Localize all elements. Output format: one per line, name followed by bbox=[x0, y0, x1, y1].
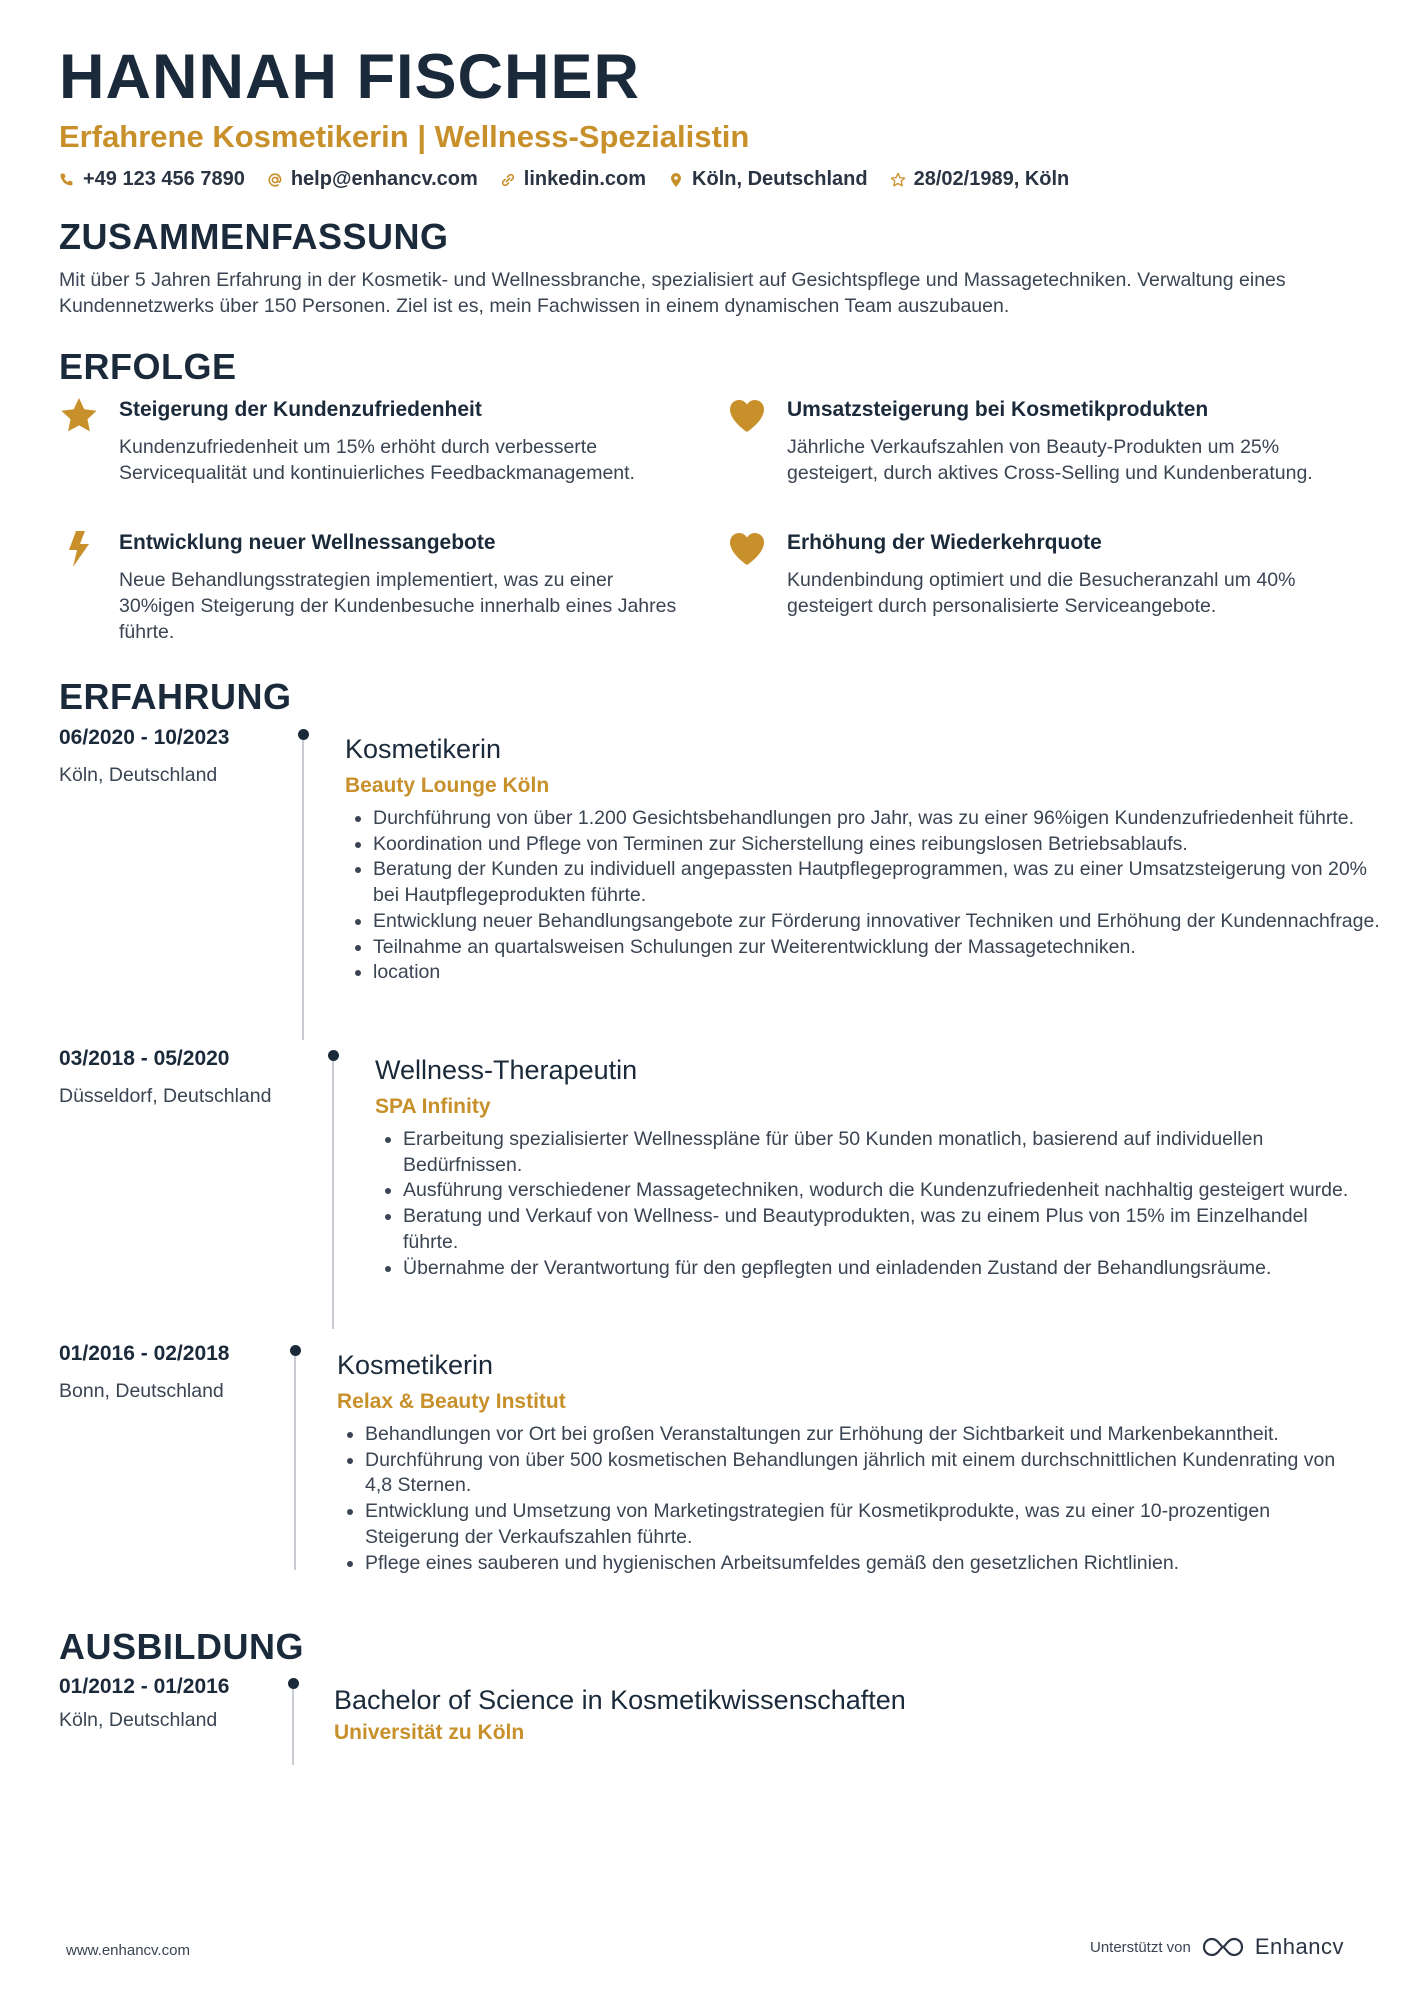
entry-company: Relax & Beauty Institut bbox=[337, 1390, 566, 1413]
entry-location: Köln, Deutschland bbox=[59, 764, 218, 786]
bullet-item: • Entwicklung und Umsetzung von Marketingstrategien für Kosmetikprodukte, was zu einer 10-prozentigen Steigerung der Verkaufszahlen führte. bbox=[365, 1499, 1365, 1550]
heart-icon bbox=[727, 529, 767, 569]
timeline-dot bbox=[288, 1678, 299, 1689]
enhancv-logo-icon bbox=[1201, 1935, 1245, 1959]
contact-location bbox=[668, 168, 868, 191]
entry-role: Kosmetikerin bbox=[345, 734, 502, 764]
achievement-title: Erhöhung der Wiederkehrquote bbox=[787, 531, 1102, 554]
achievement-text: Kundenzufriedenheit um 15% erhöht durch verbesserte Servicequalität und kontinuierliches Feedbackmanagement. bbox=[119, 436, 635, 484]
entry-date: 01/2012 - 01/2016 bbox=[59, 1675, 230, 1698]
achievement-title: Steigerung der Kundenzufriedenheit bbox=[119, 398, 482, 421]
entry-company: Beauty Lounge Köln bbox=[345, 774, 550, 797]
timeline-dot bbox=[328, 1050, 339, 1061]
achievement-text: Neue Behandlungsstrategien implementiert, was zu einer 30%igen Steigerung der Kundenbesuche innerhalb eines Jahres führte. bbox=[119, 569, 677, 643]
achievement-title: Umsatzsteigerung bei Kosmetikprodukten bbox=[787, 398, 1209, 421]
candidate-name: HANNAH FISCHER bbox=[59, 42, 640, 112]
timeline-dot bbox=[290, 1345, 301, 1356]
footer-branding bbox=[1090, 1934, 1344, 1960]
entry-bullets bbox=[345, 806, 1383, 986]
bullet-item: • Durchführung von über 1.200 Gesichtsbehandlungen pro Jahr, was zu einer 96%igen Kundenzufriedenheit führte. bbox=[373, 806, 1383, 832]
entry-degree: Bachelor of Science in Kosmetikwissenschaften bbox=[334, 1685, 906, 1715]
timeline-line bbox=[332, 1061, 334, 1329]
contact-bar bbox=[59, 168, 1069, 191]
entry-date: 06/2020 - 10/2023 bbox=[59, 726, 230, 749]
timeline-dot bbox=[298, 729, 309, 740]
education-heading: AUSBILDUNG bbox=[59, 1626, 304, 1667]
bullet-item: • Teilnahme an quartalsweisen Schulungen zur Weiterentwicklung der Massagetechniken. bbox=[373, 935, 1383, 961]
linkedin-text: linkedin.com bbox=[523, 168, 647, 190]
email-text: help@enhancv.com bbox=[290, 168, 478, 190]
bullet-item: • Ausführung verschiedener Massagetechniken, wodurch die Kundenzufriedenheit nachhaltig gesteigert wurde. bbox=[403, 1178, 1363, 1204]
entry-school: Universität zu Köln bbox=[334, 1721, 525, 1744]
summary-text: Mit über 5 Jahren Erfahrung in der Kosmetik- und Wellnessbranche, spezialisiert auf Gesichtspflege und Massagetechniken. Verwaltung eines Kundennetzwerks über 150 Personen. Ziel ist es, mein Fachwissen in einem dynamischen Team auszubauen. bbox=[59, 269, 1286, 317]
entry-bullets bbox=[375, 1127, 1363, 1281]
lightning-icon bbox=[59, 529, 99, 569]
star-icon bbox=[59, 396, 99, 436]
at-icon bbox=[267, 172, 283, 188]
contact-phone[interactable] bbox=[59, 168, 245, 191]
experience-heading: ERFAHRUNG bbox=[59, 676, 292, 717]
brand-name: Enhancv bbox=[1254, 1934, 1344, 1959]
bullet-item: • Beratung der Kunden zu individuell angepassten Hautpflegeprogrammen, was zu einer Umsatzsteigerung von 20% bei Hautpflegeprodukten führte. bbox=[373, 857, 1383, 908]
bullet-item: • Pflege eines sauberen und hygienischen Arbeitsumfeldes gemäß den gesetzlichen Richtlinien. bbox=[365, 1551, 1365, 1577]
bullet-item: • Beratung und Verkauf von Wellness- und Beautyprodukten, was zu einem Plus von 15% im Einzelhandel führte. bbox=[403, 1204, 1363, 1255]
bullet-item: • Durchführung von über 500 kosmetischen Behandlungen jährlich mit einem durchschnittlichen Kundenrating von 4,8 Sternen. bbox=[365, 1448, 1365, 1499]
timeline-line bbox=[294, 1356, 296, 1570]
achievement-title: Entwicklung neuer Wellnessangebote bbox=[119, 531, 496, 554]
bullet-item: • Koordination und Pflege von Terminen zur Sicherstellung eines reibungslosen Betriebsablaufs. bbox=[373, 832, 1383, 858]
contact-birthdate bbox=[890, 168, 1070, 191]
heart-icon bbox=[727, 396, 767, 436]
phone-text: +49 123 456 7890 bbox=[83, 168, 245, 190]
powered-by-text: Unterstützt von bbox=[1089, 1938, 1191, 1956]
entry-company: SPA Infinity bbox=[375, 1095, 491, 1118]
footer-website[interactable]: www.enhancv.com bbox=[66, 1942, 190, 1959]
entry-date: 01/2016 - 02/2018 bbox=[59, 1342, 230, 1365]
entry-location: Köln, Deutschland bbox=[59, 1709, 218, 1731]
location-text: Köln, Deutschland bbox=[692, 168, 868, 190]
bullet-item: • Entwicklung neuer Behandlungsangebote zur Förderung innovativer Techniken und Erhöhung der Kundennachfrage. bbox=[373, 909, 1383, 935]
candidate-headline: Erfahrene Kosmetikerin | Wellness-Spezialistin bbox=[59, 119, 750, 154]
timeline-line bbox=[292, 1689, 294, 1765]
bullet-item: • Erarbeitung spezialisierter Wellnesspläne für über 50 Kunden monatlich, basierend auf individuellen Bedürfnissen. bbox=[403, 1127, 1363, 1178]
contact-linkedin[interactable] bbox=[500, 168, 646, 191]
phone-icon bbox=[59, 172, 75, 188]
entry-role: Wellness-Therapeutin bbox=[375, 1055, 638, 1085]
contact-email[interactable] bbox=[267, 168, 478, 191]
timeline-line bbox=[302, 740, 304, 1040]
achievement-text: Jährliche Verkaufszahlen von Beauty-Produkten um 25% gesteigert, durch aktives Cross-Selling und Kundenberatung. bbox=[787, 436, 1313, 484]
summary-heading: ZUSAMMENFASSUNG bbox=[59, 216, 449, 257]
birthdate-text: 28/02/1989, Köln bbox=[913, 168, 1070, 190]
achievement-text: Kundenbindung optimiert und die Besucheranzahl um 40% gesteigert durch personalisierte Serviceangebote. bbox=[787, 569, 1296, 617]
bullet-item: • Behandlungen vor Ort bei großen Veranstaltungen zur Erhöhung der Sichtbarkeit und Markenbekanntheit. bbox=[365, 1422, 1365, 1448]
entry-role: Kosmetikerin bbox=[337, 1350, 494, 1380]
bullet-item: • Übernahme der Verantwortung für den gepflegten und einladenden Zustand der Behandlungsräume. bbox=[403, 1256, 1363, 1282]
location-pin-icon bbox=[668, 172, 684, 188]
entry-location: Düsseldorf, Deutschland bbox=[59, 1085, 272, 1107]
entry-location: Bonn, Deutschland bbox=[59, 1380, 224, 1402]
link-icon bbox=[500, 172, 516, 188]
achievements-heading: ERFOLGE bbox=[59, 346, 237, 387]
entry-bullets bbox=[337, 1422, 1365, 1576]
entry-date: 03/2018 - 05/2020 bbox=[59, 1047, 230, 1070]
star-outline-icon bbox=[890, 172, 906, 188]
bullet-item: • location bbox=[373, 960, 1383, 986]
